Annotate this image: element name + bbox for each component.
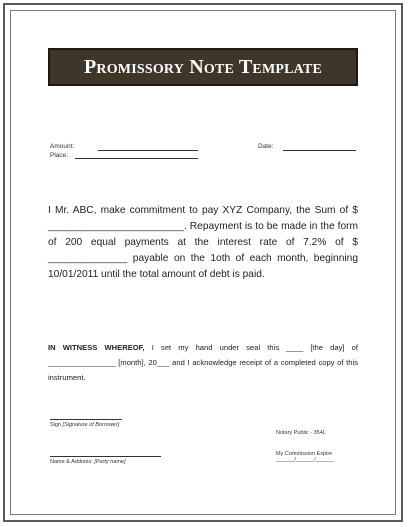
amount-label: Amount: <box>50 143 75 150</box>
sign-label: Sign <box>50 422 62 428</box>
amount-field[interactable] <box>98 150 198 151</box>
name-placeholder: [Party name] <box>94 459 126 465</box>
name-label: Name & Address: <box>50 459 93 465</box>
place-field[interactable] <box>75 158 198 159</box>
sign-placeholder: [Signature of Borrower] <box>62 422 120 428</box>
name-line[interactable] <box>50 456 161 457</box>
date-label: Date: <box>258 143 274 150</box>
place-label: Place: <box>50 152 69 159</box>
commission-date[interactable]: ______/______/______ <box>276 457 335 463</box>
date-field[interactable] <box>283 150 356 151</box>
sign-caption <box>50 422 119 428</box>
document-title: Promissory Note Template <box>48 48 358 86</box>
name-caption <box>50 459 126 465</box>
signature-line[interactable] <box>50 419 122 420</box>
commission-label: My Commission Expire <box>276 451 333 457</box>
witness-text: I set my hand under seal this ____ [the day] of ________________ [month], 20___ and I acknowledge receipt of a completed copy of this instrument. <box>48 343 358 382</box>
witness-lead: IN WITNESS WHEREOF, <box>48 343 145 352</box>
commitment-paragraph: I Mr. ABC, make commitment to pay XYZ Company, the Sum of $ ________________________. Repayment is to be made in the form of 200 equal payments at the interest rate of 7.2% of $ ______________ payable on the 1oth of each month, beginning 10/01/2011 until the total amount of debt is paid. <box>48 205 358 280</box>
notary-label: Notary Public - 354L <box>276 430 326 436</box>
witness-paragraph <box>48 340 358 385</box>
